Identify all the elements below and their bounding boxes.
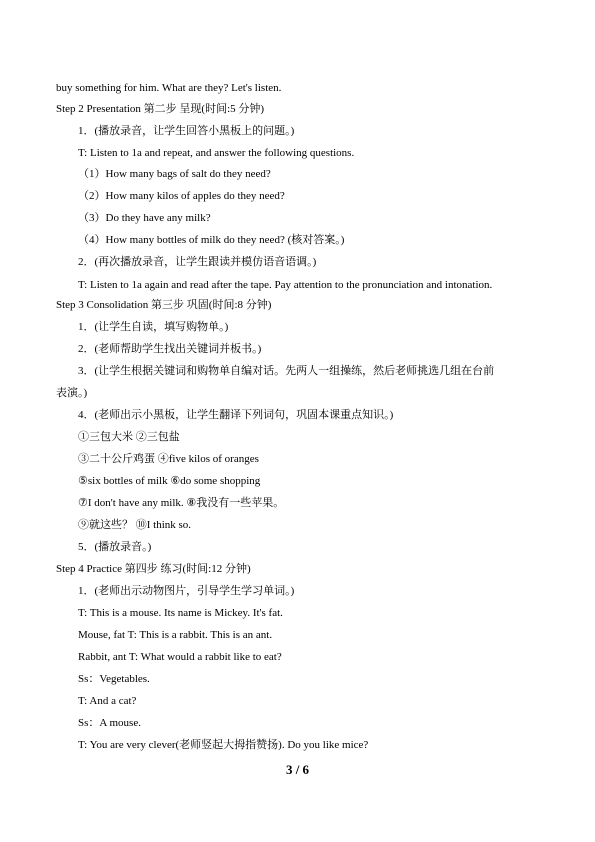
translation-item: ⑨就这些？ ⑩I think so. bbox=[78, 519, 192, 531]
question-3: （3）Do they have any milk? bbox=[78, 212, 211, 224]
dialogue-line: T: You are very clever(老师竖起大拇指赞扬). Do you like mice? bbox=[78, 739, 369, 751]
section-heading-step3: Step 3 Consolidation 第三步 巩固(时间:8 分钟) bbox=[56, 299, 272, 311]
translation-item: ③二十公斤鸡蛋 ④five kilos of oranges bbox=[78, 453, 259, 465]
dialogue-line: Mouse, fat T: This is a rabbit. This is an ant. bbox=[78, 629, 273, 641]
text-line: 1．(播放录音，让学生回答小黑板上的问题。) bbox=[78, 125, 295, 137]
dialogue-line: Rabbit, ant T: What would a rabbit like to eat? bbox=[78, 651, 282, 663]
question-2: （2）How many kilos of apples do they need? bbox=[78, 190, 285, 202]
text-line: 4．(老师出示小黑板，让学生翻译下列词句，巩固本课重点知识。) bbox=[78, 409, 394, 421]
text-line: 5．(播放录音。) bbox=[78, 541, 152, 553]
question-1: （1）How many bags of salt do they need? bbox=[78, 168, 271, 180]
text-line: buy something for him. What are they? Let's listen. bbox=[56, 82, 282, 94]
section-heading-step4: Step 4 Practice 第四步 练习(时间:12 分钟) bbox=[56, 563, 251, 575]
translation-item: ①三包大米 ②三包盐 bbox=[78, 431, 180, 443]
translation-item: ⑦I don't have any milk. ⑧我没有一些苹果。 bbox=[78, 497, 285, 509]
dialogue-line: T: And a cat? bbox=[78, 695, 137, 707]
text-line: 表演。) bbox=[56, 387, 88, 399]
dialogue-line: Ss：Vegetables. bbox=[78, 673, 150, 685]
text-line: 2．(老师帮助学生找出关键词并板书。) bbox=[78, 343, 262, 355]
text-line: 1．(老师出示动物图片，引导学生学习单词。) bbox=[78, 585, 295, 597]
section-heading-step2: Step 2 Presentation 第二步 呈现(时间:5 分钟) bbox=[56, 103, 265, 115]
text-line: 1．(让学生自读，填写购物单。) bbox=[78, 321, 229, 333]
text-line: 3．(让学生根据关键词和购物单自编对话。先两人一组操练，然后老师挑选几组在台前 bbox=[78, 365, 495, 377]
text-line: T: Listen to 1a again and read after the tape. Pay attention to the pronunciation and intonation. bbox=[78, 279, 493, 291]
text-line: 2．(再次播放录音，让学生跟读并模仿语音语调。) bbox=[78, 256, 317, 268]
text-line: T: Listen to 1a and repeat, and answer the following questions. bbox=[78, 147, 355, 159]
translation-item: ⑤six bottles of milk ⑥do some shopping bbox=[78, 475, 261, 487]
dialogue-line: T: This is a mouse. Its name is Mickey. It's fat. bbox=[78, 607, 283, 619]
question-4: （4）How many bottles of milk do they need? (核对答案。) bbox=[78, 234, 345, 246]
page-number: 3 / 6 bbox=[285, 762, 310, 777]
dialogue-line: Ss：A mouse. bbox=[78, 717, 141, 729]
